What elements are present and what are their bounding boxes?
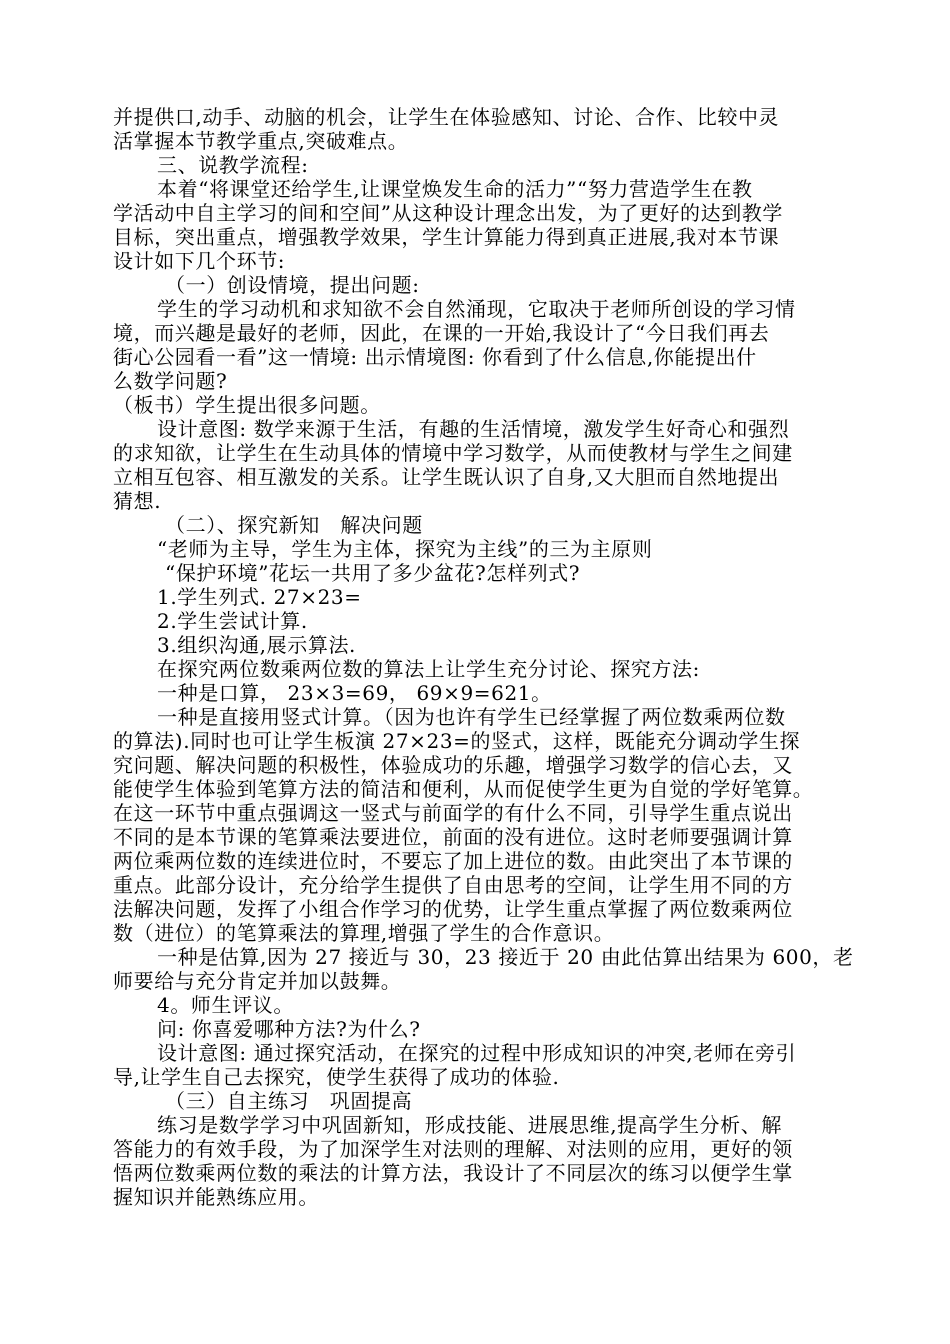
text-line: 学活动中自主学习的间和空间”从这种设计理念出发，为了更好的达到教学	[113, 201, 784, 225]
text-line: 么数学问题?	[113, 369, 228, 393]
text-line: 导,让学生自己去探究，使学生获得了成功的体验.	[113, 1065, 560, 1089]
text-line: 师要给与充分肯定并加以鼓舞。	[113, 969, 402, 993]
text-line: 在探究两位数乘两位数的算法上让学生充分讨论、探究方法:	[157, 657, 700, 681]
text-line: 法解决问题，发挥了小组合作学习的优势，让学生重点掌握了两位数乘两位	[113, 897, 793, 921]
text-line: 设计意图: 通过探究活动，在探究的过程中形成知识的冲突,老师在旁引	[157, 1041, 797, 1065]
text-line: 一种是直接用竖式计算。（因为也许有学生已经掌握了两位数乘两位数	[157, 705, 786, 729]
text-line: 在这一环节中重点强调这一竖式与前面学的有什么不同，引导学生重点说出	[113, 801, 793, 825]
text-line: 设计意图: 数学来源于生活，有趣的生活情境，激发学生好奇心和强烈	[157, 417, 790, 441]
text-line: 并提供口,动手、动脑的机会，让学生在体验感知、讨论、合作、比较中灵	[113, 105, 780, 129]
text-line: 立相互包容、相互激发的关系。让学生既认识了自身,又大胆而自然地提出	[113, 465, 780, 489]
text-line: 答能力的有效手段，为了加深学生对法则的理解、对法则的应用，更好的领	[113, 1137, 793, 1161]
text-line: 重点。此部分设计，充分给学生提供了自由思考的空间，让学生用不同的方	[113, 873, 793, 897]
text-line: 一种是口算， 23×3=69， 69×9=621。	[157, 681, 552, 705]
text-line: 目标，突出重点，增强教学效果，学生计算能力得到真正进展,我对本节课	[113, 225, 780, 249]
list-item: 1.学生列式. 27×23=	[157, 585, 362, 609]
text-line: 的求知欲，让学生在生动具体的情境中学习数学，从而使教材与学生之间建	[113, 441, 793, 465]
subsection-heading: （三）自主练习 巩固提高	[165, 1089, 413, 1113]
text-line: 的算法).同时也可让学生板演 27×23=的竖式，这样，既能充分调动学生探	[113, 729, 801, 753]
text-line: 能使学生体验到笔算方法的简洁和便利，从而促使学生更为自觉的学好笔算。	[113, 777, 814, 801]
text-line: “老师为主导，学生为主体，探究为主线”的三为主原则	[157, 537, 653, 561]
text-line: 本着“将课堂还给学生,让课堂焕发生命的活力”“努力营造学生在教	[157, 177, 753, 201]
text-line: 练习是数学学习中巩固新知，形成技能、进展思维,提高学生分析、解	[157, 1113, 782, 1137]
text-line: （板书）学生提出很多问题。	[113, 393, 381, 417]
text-line: 问: 你喜爱哪种方法?为什么?	[157, 1017, 421, 1041]
text-line: 境，而兴趣是最好的老师，因此，在课的一开始,我设计了“今日我们再去	[113, 321, 770, 345]
text-line: 两位乘两位数的连续进位时，不要忘了加上进位的数。由此突出了本节课的	[113, 849, 793, 873]
text-line: 究问题、解决问题的积极性，体验成功的乐趣，增强学习数学的信心去，又	[113, 753, 793, 777]
list-item: 4。师生评议。	[157, 993, 294, 1017]
section-heading: 三、说教学流程:	[157, 153, 309, 177]
subsection-heading: （二）、探究新知 解决问题	[165, 513, 423, 537]
text-line: “保护环境”花坛一共用了多少盆花?怎样列式?	[165, 561, 581, 585]
text-line: 街心公园看一看”这一情境: 出示情境图: 你看到了什么信息,你能提出什	[113, 345, 757, 369]
text-line: 不同的是本节课的笔算乘法要进位，前面的没有进位。这时老师要强调计算	[113, 825, 793, 849]
text-line: 握知识并能熟练应用。	[113, 1185, 319, 1209]
list-item: 3.组织沟通,展示算法.	[157, 633, 356, 657]
list-item: 2.学生尝试计算.	[157, 609, 308, 633]
text-line: 活掌握本节教学重点,突破难点。	[113, 129, 409, 153]
text-line: 悟两位数乘两位数的乘法的计算方法，我设计了不同层次的练习以便学生掌	[113, 1161, 793, 1185]
text-line: 设计如下几个环节:	[113, 249, 286, 273]
subsection-heading: （一）创设情境，提出问题:	[165, 273, 420, 297]
text-line: 学生的学习动机和求知欲不会自然涌现，它取决于老师所创设的学习情	[157, 297, 796, 321]
text-line: 数（进位）的笔算乘法的算理,增强了学生的合作意识。	[113, 921, 615, 945]
text-line: 猜想.	[113, 489, 162, 513]
text-line: 一种是估算,因为 27 接近与 30，23 接近于 20 由此估算出结果为 600，老	[157, 945, 854, 969]
